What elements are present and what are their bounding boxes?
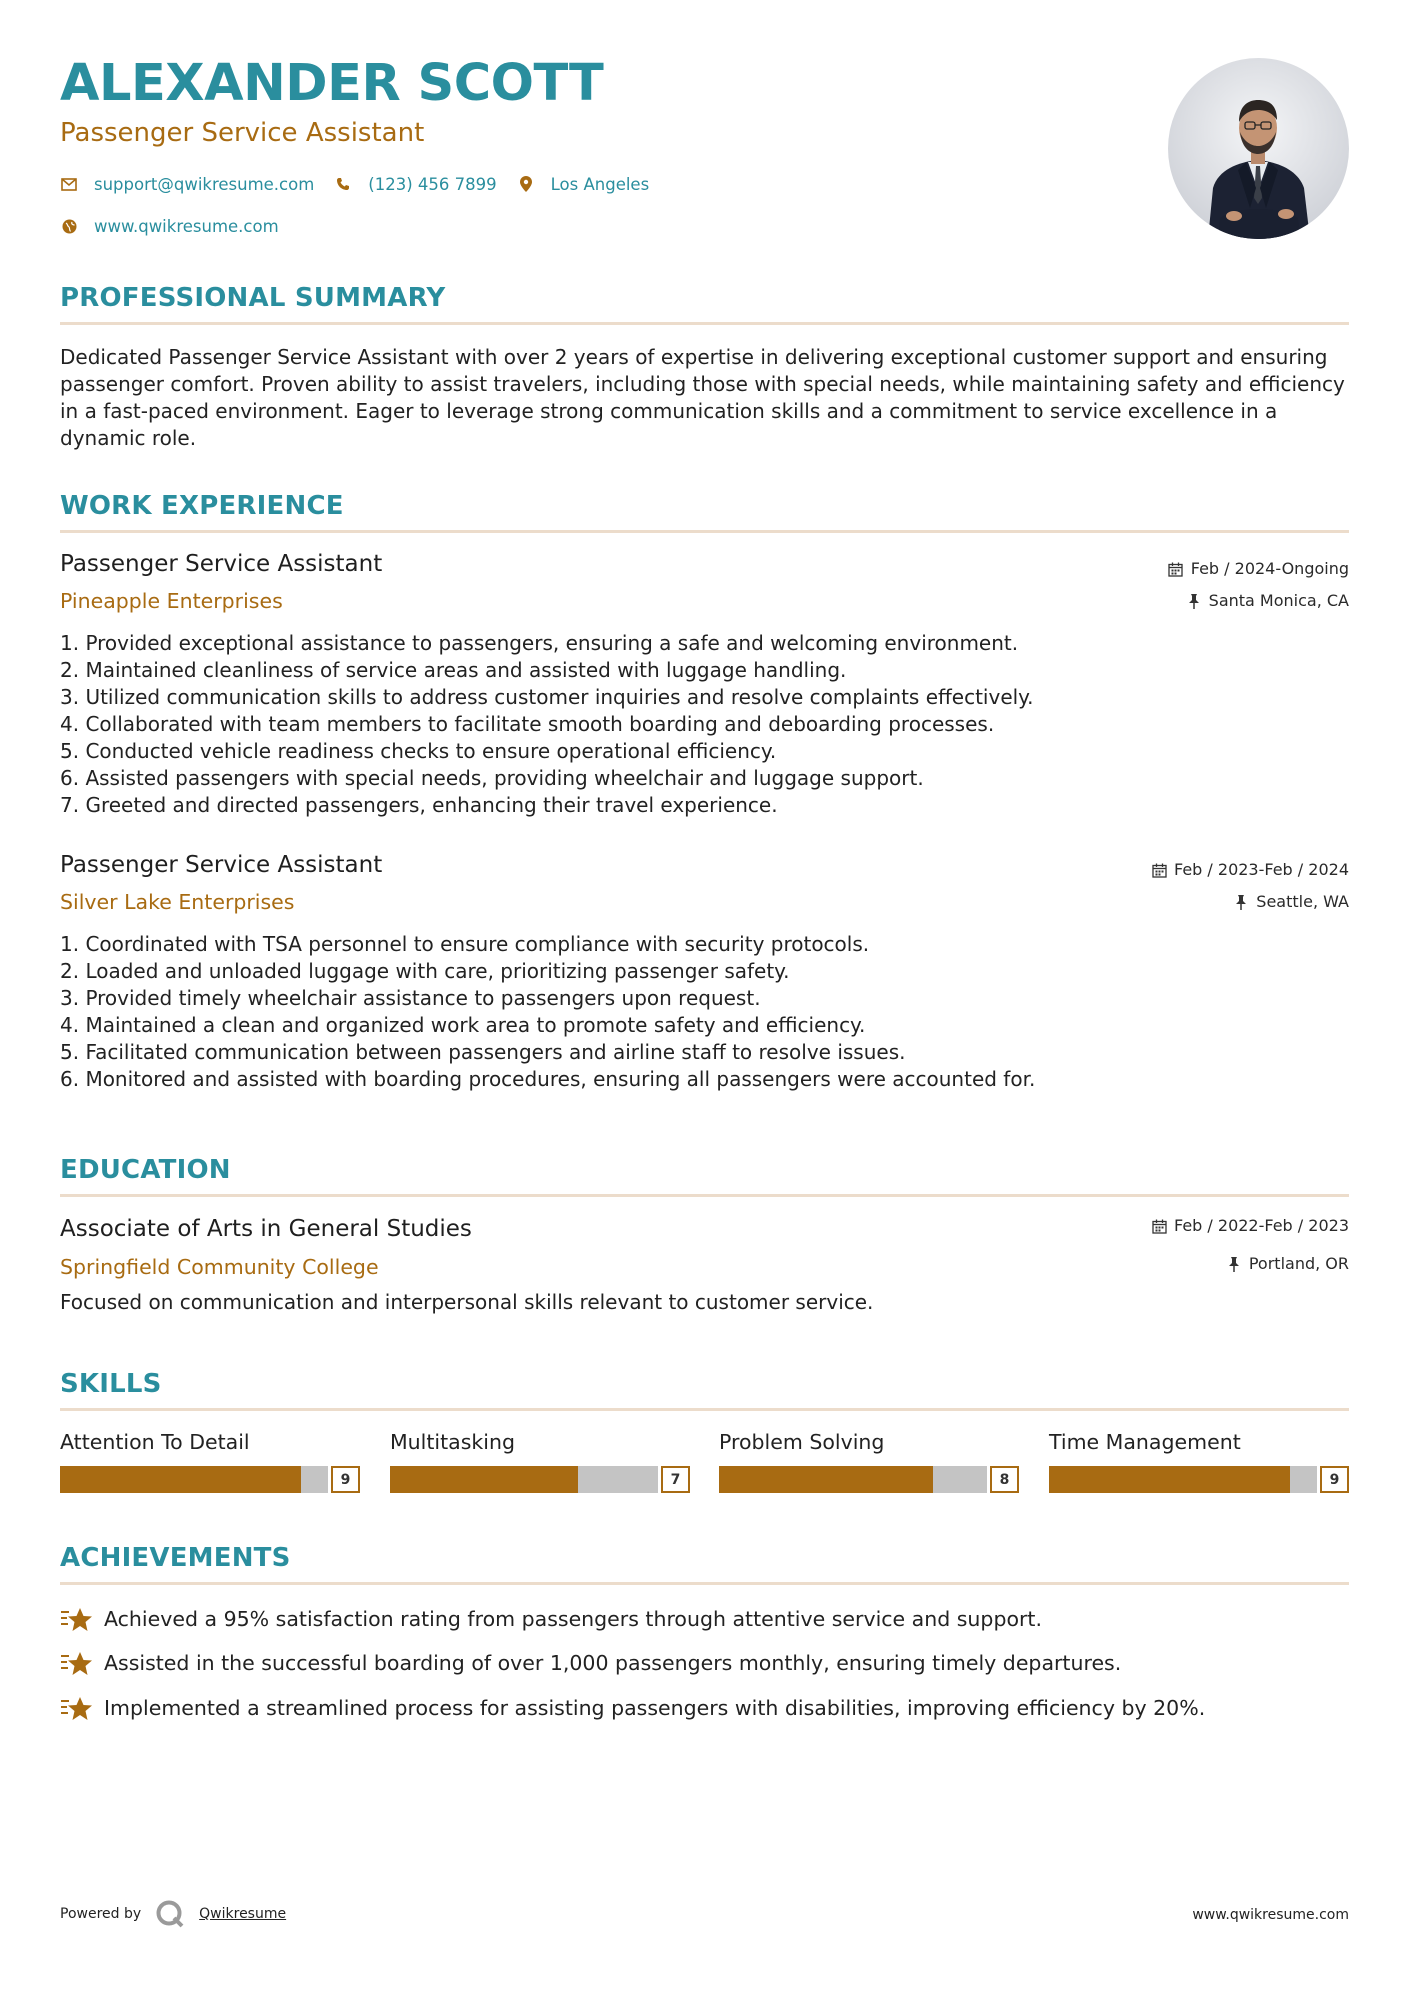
profile-photo xyxy=(1168,58,1349,239)
job-location-text: Santa Monica, CA xyxy=(1208,591,1349,610)
calendar-icon xyxy=(1151,862,1167,878)
skill-name: Multitasking xyxy=(390,1430,515,1454)
skill-level-bar xyxy=(1049,1466,1317,1493)
list-item: 1. Coordinated with TSA personnel to ensure compliance with security protocols. xyxy=(60,932,870,956)
resume-page xyxy=(60,0,1349,1990)
list-item: 3. Provided timely wheelchair assistance to passengers upon request. xyxy=(60,986,761,1010)
job-company: Silver Lake Enterprises xyxy=(60,890,295,914)
envelope-icon xyxy=(60,175,78,193)
education-degree: Associate of Arts in General Studies xyxy=(60,1216,472,1242)
education-location xyxy=(1226,1256,1349,1272)
list-item: 7. Greeted and directed passengers, enhancing their travel experience. xyxy=(60,793,778,817)
section-title-skills: SKILLS xyxy=(60,1369,162,1399)
globe-icon xyxy=(60,217,78,235)
qwikresume-logo-icon xyxy=(155,1899,185,1929)
phone-icon xyxy=(334,175,352,193)
skill-level-fill xyxy=(60,1466,301,1493)
job-location-text: Seattle, WA xyxy=(1256,892,1349,911)
section-divider xyxy=(60,322,1349,325)
job-dates xyxy=(1168,561,1349,577)
skill-level-value: 9 xyxy=(1320,1466,1349,1493)
candidate-role: Passenger Service Assistant xyxy=(60,118,425,148)
list-item: 5. Facilitated communication between passengers and airline staff to resolve issues. xyxy=(60,1040,906,1064)
footer-url[interactable]: www.qwikresume.com xyxy=(1192,1907,1349,1923)
section-title-achievements: ACHIEVEMENTS xyxy=(60,1543,291,1573)
skill-name: Attention To Detail xyxy=(60,1430,250,1454)
star-achievement-icon xyxy=(60,1649,92,1677)
list-item: 4. Maintained a clean and organized work area to promote safety and efficiency. xyxy=(60,1013,866,1037)
website-link[interactable]: www.qwikresume.com xyxy=(94,216,279,236)
education-description: Focused on communication and interpersonal skills relevant to customer service. xyxy=(60,1290,874,1314)
star-achievement-icon xyxy=(60,1694,92,1722)
list-item: 3. Utilized communication skills to address customer inquiries and resolve complaints effectively. xyxy=(60,685,1034,709)
location-pin-icon xyxy=(517,175,535,193)
list-item: 6. Assisted passengers with special needs, providing wheelchair and luggage support. xyxy=(60,766,924,790)
section-divider xyxy=(60,1194,1349,1197)
education-school: Springfield Community College xyxy=(60,1255,379,1279)
star-achievement-icon xyxy=(60,1605,92,1633)
skill-level-value: 8 xyxy=(990,1466,1019,1493)
calendar-icon xyxy=(1168,561,1184,577)
achievement-text: Assisted in the successful boarding of over 1,000 passengers monthly, ensuring timely departures. xyxy=(104,1651,1122,1675)
education-dates xyxy=(1151,1218,1349,1234)
pushpin-icon xyxy=(1186,593,1202,609)
section-divider xyxy=(60,1408,1349,1411)
list-item: 5. Conducted vehicle readiness checks to ensure operational efficiency. xyxy=(60,739,777,763)
footer-powered-by xyxy=(60,1899,286,1929)
skill-level-bar xyxy=(60,1466,328,1493)
candidate-name: ALEXANDER SCOTT xyxy=(60,54,604,113)
location-text: Los Angeles xyxy=(550,174,650,194)
skill-name: Time Management xyxy=(1049,1430,1241,1454)
email-link[interactable]: support@qwikresume.com xyxy=(94,174,315,194)
pushpin-icon xyxy=(1233,894,1249,910)
achievement-text: Implemented a streamlined process for assisting passengers with disabilities, improving efficiency by 20%. xyxy=(104,1696,1206,1720)
section-title-summary: PROFESSIONAL SUMMARY xyxy=(60,283,446,313)
list-item: 2. Loaded and unloaded luggage with care, prioritizing passenger safety. xyxy=(60,959,790,983)
job-dates-text: Feb / 2024-Ongoing xyxy=(1190,559,1349,578)
achievement-item xyxy=(60,1692,1205,1724)
education-location-text: Portland, OR xyxy=(1248,1254,1349,1273)
job-bullets xyxy=(60,931,1349,1093)
phone-number[interactable]: (123) 456 7899 xyxy=(368,174,497,194)
summary-text: Dedicated Passenger Service Assistant with over 2 years of expertise in delivering exceptional customer support and ensuring passenger comfort. Proven ability to assist travelers, including those with special needs, while maintaining safety and efficiency in a fast-paced environment. Eager to leverage strong communication skills and a commitment to service excellence in a dynamic role. xyxy=(60,345,1345,450)
section-divider xyxy=(60,1582,1349,1585)
job-dates xyxy=(1151,862,1349,878)
calendar-icon xyxy=(1151,1218,1167,1234)
list-item: 6. Monitored and assisted with boarding procedures, ensuring all passengers were accounted for. xyxy=(60,1067,1036,1091)
section-title-education: EDUCATION xyxy=(60,1155,231,1185)
job-location xyxy=(1186,593,1349,609)
contact-row-primary xyxy=(60,172,669,196)
skill-level-bar xyxy=(390,1466,658,1493)
skill-level-fill xyxy=(1049,1466,1290,1493)
achievement-text: Achieved a 95% satisfaction rating from passengers through attentive service and support. xyxy=(104,1607,1042,1631)
list-item: 2. Maintained cleanliness of service areas and assisted with luggage handling. xyxy=(60,658,847,682)
list-item: 1. Provided exceptional assistance to passengers, ensuring a safe and welcoming environment. xyxy=(60,631,1019,655)
list-item: 4. Collaborated with team members to facilitate smooth boarding and deboarding processes. xyxy=(60,712,995,736)
brand-link[interactable]: Qwikresume xyxy=(199,1906,287,1922)
contact-row-website xyxy=(60,214,299,238)
skill-level-bar xyxy=(719,1466,987,1493)
job-company: Pineapple Enterprises xyxy=(60,589,283,613)
job-location xyxy=(1233,894,1349,910)
skill-level-fill xyxy=(719,1466,933,1493)
pushpin-icon xyxy=(1226,1256,1242,1272)
job-title: Passenger Service Assistant xyxy=(60,551,383,577)
skill-level-value: 9 xyxy=(331,1466,360,1493)
skill-level-fill xyxy=(390,1466,578,1493)
section-divider xyxy=(60,530,1349,533)
education-dates-text: Feb / 2022-Feb / 2023 xyxy=(1174,1216,1349,1235)
achievement-item xyxy=(60,1647,1121,1679)
section-title-experience: WORK EXPERIENCE xyxy=(60,491,344,521)
skill-level-value: 7 xyxy=(661,1466,690,1493)
skill-name: Problem Solving xyxy=(719,1430,885,1454)
job-title: Passenger Service Assistant xyxy=(60,852,383,878)
job-dates-text: Feb / 2023-Feb / 2024 xyxy=(1174,860,1349,879)
achievement-item xyxy=(60,1603,1042,1635)
powered-by-label: Powered by xyxy=(60,1906,142,1922)
job-bullets xyxy=(60,630,1349,819)
